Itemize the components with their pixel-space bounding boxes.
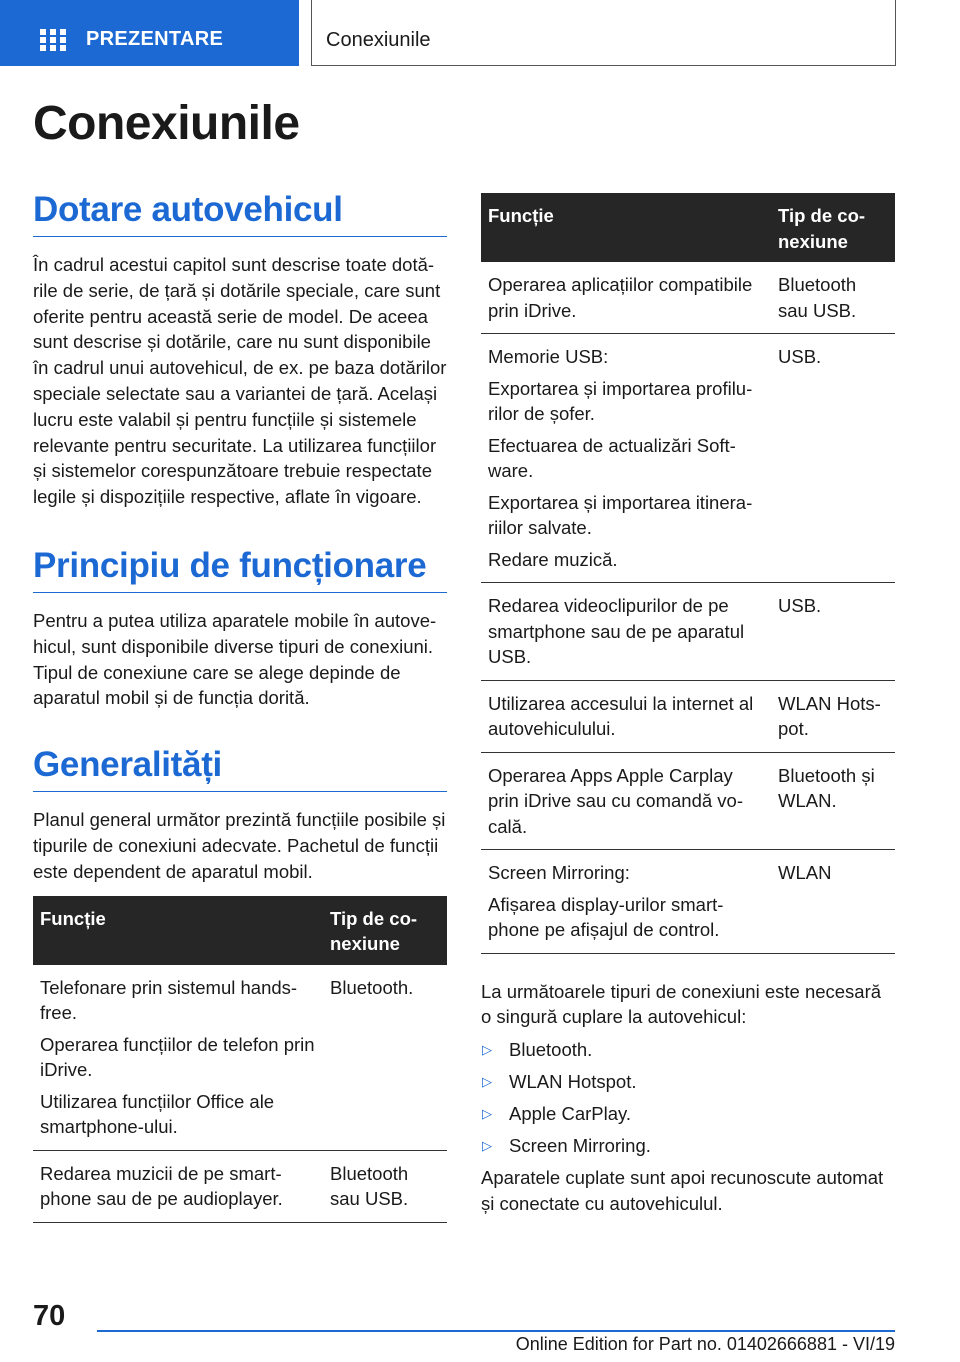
table-cell-functie xyxy=(481,334,771,583)
table-cell-text: Exportarea și importarea itinerariilor salvate. xyxy=(488,491,753,538)
table-cell-text: Exportarea și importarea profilurilor de șofer. xyxy=(488,377,753,424)
table-cell-functie xyxy=(481,680,771,752)
left-column xyxy=(33,190,447,1223)
pairing-outro: Aparatele cuplate sunt apoi recunoscute automat și conectate cu autovehiculul. xyxy=(481,1167,884,1215)
section-heading-dotare: Dotare autovehicul xyxy=(33,190,447,237)
table-cell-text: Redarea videoclipurilor de pe smartphone sau de pe aparatul USB. xyxy=(488,595,745,667)
list-item xyxy=(481,1037,895,1063)
table-cell-text: Redarea muzicii de pe smartphone sau de pe audioplayer. xyxy=(40,1162,283,1210)
table-cell-text: Afișarea display-urilor smartphone pe afișajul de control. xyxy=(488,893,724,940)
table-cell-text: Efectuarea de actualizări Software. xyxy=(488,434,736,481)
grid-icon xyxy=(40,29,66,51)
table-row xyxy=(481,680,895,752)
table-cell-functie xyxy=(33,965,323,1151)
table-cell-tip: Bluetooth sau USB. xyxy=(771,262,895,334)
table-cell-functie xyxy=(481,583,771,681)
table-cell-tip: Bluetooth. xyxy=(323,965,447,1151)
table-cell-text: Utilizarea accesului la internet al autovehiculului. xyxy=(488,692,754,739)
triangle-bullet-icon: ▷ xyxy=(482,1073,492,1089)
triangle-bullet-icon: ▷ xyxy=(482,1138,492,1154)
table-cell-text: Screen Mirroring: xyxy=(488,862,630,883)
table-row xyxy=(481,334,895,583)
breadcrumb-label: Conexiunile xyxy=(326,29,431,51)
right-column xyxy=(481,193,895,1217)
table-header-tip: Tip de conexiune xyxy=(771,193,895,262)
table-cell-text: Utilizarea funcțiilor Office ale smartphone-ului. xyxy=(40,1090,275,1138)
connections-table-right xyxy=(481,193,895,954)
pairing-intro: La următoarele tipuri de conexiuni este necesară o singură cuplare la autovehicul: xyxy=(481,980,882,1028)
footer-divider xyxy=(97,1330,895,1332)
table-cell-functie xyxy=(481,262,771,334)
list-item xyxy=(481,1069,895,1095)
footer-edition: Online Edition for Part no. 01402666881 - VI/19 xyxy=(515,1334,895,1354)
table-cell-functie xyxy=(481,850,771,954)
table-cell-tip: Bluetooth și WLAN. xyxy=(771,752,895,850)
table-cell-text: Operarea funcțiilor de telefon prin iDrive. xyxy=(40,1033,315,1081)
table-cell-text: Memorie USB: xyxy=(488,346,609,367)
section-heading-principiu: Principiu de funcționare xyxy=(33,546,447,593)
table-cell-tip: WLAN Hotspot. xyxy=(771,680,895,752)
list-item-text: WLAN Hotspot. xyxy=(509,1070,637,1092)
section-body-generalitati: Planul general următor prezintă funcțiile posibile și tipurile de conexiuni adecvate. Pachetul de funcții este dependent de aparatul mobil. xyxy=(33,809,446,882)
section-body-dotare: În cadrul acestui capitol sunt descrise toate dotările de serie, de țară și dotările speciale, care sunt oferite pentru această serie de model. De aceea sunt descrise și dotările, care nu sunt disponibile în cadrul unui autovehicul, de ex. pe baza dotărilor speciale selectate sau a variantei de țară. Același lucru este valabil și pentru funcțiile și sistemele relevante pentru securitate. La utilizarea funcțiilor și sistemelor corespunzătoare trebuie respectate legile și dispozițiile respective, aflate în vigoare. xyxy=(33,254,447,508)
table-cell-tip: WLAN xyxy=(771,850,895,954)
list-item-text: Bluetooth. xyxy=(509,1038,593,1060)
table-header-row xyxy=(481,193,895,262)
list-item xyxy=(481,1133,895,1159)
table-cell-functie xyxy=(33,1150,323,1222)
table-cell-text: Operarea Apps Apple Carplay prin iDrive sau cu comandă vocală. xyxy=(488,764,744,837)
table-row xyxy=(481,850,895,954)
connections-table-left xyxy=(33,896,447,1223)
table-row xyxy=(33,1150,447,1222)
page-title: Conexiunile xyxy=(33,97,300,150)
table-cell-tip: Bluetooth sau USB. xyxy=(323,1150,447,1222)
table-header-functie: Funcție xyxy=(481,193,771,262)
table-row xyxy=(33,965,447,1151)
section-body-principiu: Pentru a putea utiliza aparatele mobile în autovehicul, sunt disponibile diverse tipuri de conexiuni. Tipul de conexiune care se alege depinde de aparatul mobil și de funcția dorită. xyxy=(33,609,437,709)
page-number: 70 xyxy=(33,1300,66,1332)
section-heading-generalitati: Generalități xyxy=(33,745,447,792)
table-header-functie: Funcție xyxy=(33,896,323,965)
list-item-text: Apple CarPlay. xyxy=(509,1103,632,1125)
header-bar xyxy=(0,0,960,66)
triangle-bullet-icon: ▷ xyxy=(482,1106,492,1122)
table-cell-tip: USB. xyxy=(771,334,895,583)
table-cell-text: Operarea aplicațiilor compatibile prin iDrive. xyxy=(488,274,753,321)
table-row xyxy=(481,262,895,334)
table-header-row xyxy=(33,896,447,965)
table-header-tip: Tip de conexiune xyxy=(323,896,447,965)
table-cell-text: Telefonare prin sistemul handsfree. xyxy=(40,976,298,1024)
header-tab-label: PREZENTARE xyxy=(86,28,224,50)
breadcrumb[interactable] xyxy=(311,0,896,66)
table-cell-tip: USB. xyxy=(771,583,895,681)
table-cell-text: Redare muzică. xyxy=(488,548,618,570)
list-item xyxy=(481,1101,895,1127)
triangle-bullet-icon: ▷ xyxy=(482,1041,492,1057)
table-cell-functie xyxy=(481,752,771,850)
list-item-text: Screen Mirroring. xyxy=(509,1135,651,1157)
header-tab-prezentare[interactable] xyxy=(0,0,299,66)
table-row xyxy=(481,752,895,850)
table-row xyxy=(481,583,895,681)
pairing-list xyxy=(481,1037,895,1160)
